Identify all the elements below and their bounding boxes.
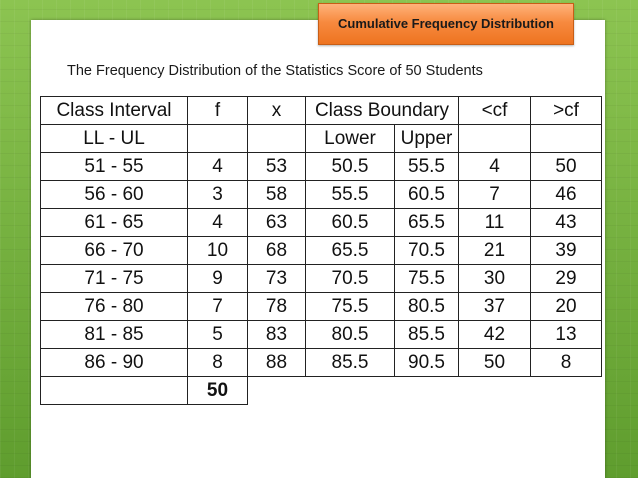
cell-greater-cf: 46 (531, 181, 602, 209)
subheader-less-cf-empty (459, 125, 531, 153)
total-label-empty (41, 377, 188, 405)
subheader-f-empty (188, 125, 248, 153)
cell-upper: 65.5 (395, 209, 459, 237)
cell-lower: 55.5 (306, 181, 395, 209)
cell-interval: 81 - 85 (41, 321, 188, 349)
cell-less-cf: 4 (459, 153, 531, 181)
cell-less-cf: 11 (459, 209, 531, 237)
cell-x: 78 (248, 293, 306, 321)
subheader-row (41, 125, 602, 153)
cell-x: 53 (248, 153, 306, 181)
subheader-x-empty (248, 125, 306, 153)
cell-interval: 66 - 70 (41, 237, 188, 265)
cell-x: 63 (248, 209, 306, 237)
cell-interval: 61 - 65 (41, 209, 188, 237)
table-row (41, 153, 602, 181)
cell-f: 5 (188, 321, 248, 349)
cell-f: 3 (188, 181, 248, 209)
table-row (41, 265, 602, 293)
cell-greater-cf: 20 (531, 293, 602, 321)
cell-less-cf: 7 (459, 181, 531, 209)
cell-lower: 70.5 (306, 265, 395, 293)
header-row (41, 97, 602, 125)
cell-f: 4 (188, 209, 248, 237)
cell-lower: 85.5 (306, 349, 395, 377)
cell-greater-cf: 50 (531, 153, 602, 181)
cell-f: 4 (188, 153, 248, 181)
cell-upper: 75.5 (395, 265, 459, 293)
cell-upper: 80.5 (395, 293, 459, 321)
subheader-greater-cf-empty (531, 125, 602, 153)
cell-greater-cf: 39 (531, 237, 602, 265)
cell-less-cf: 50 (459, 349, 531, 377)
cell-x: 58 (248, 181, 306, 209)
cell-f: 7 (188, 293, 248, 321)
table-caption: The Frequency Distribution of the Statistics Score of 50 Students (67, 63, 483, 79)
cell-greater-cf: 13 (531, 321, 602, 349)
header-x: x (248, 97, 306, 125)
cell-upper: 55.5 (395, 153, 459, 181)
total-row (41, 377, 602, 405)
header-greater-cf: >cf (531, 97, 602, 125)
total-f: 50 (188, 377, 248, 405)
cell-interval: 51 - 55 (41, 153, 188, 181)
frequency-table (40, 96, 602, 405)
cell-f: 8 (188, 349, 248, 377)
cell-lower: 50.5 (306, 153, 395, 181)
cell-f: 9 (188, 265, 248, 293)
cell-greater-cf: 8 (531, 349, 602, 377)
cell-x: 88 (248, 349, 306, 377)
cell-greater-cf: 29 (531, 265, 602, 293)
table-row (41, 237, 602, 265)
subheader-lower: Lower (306, 125, 395, 153)
cell-upper: 60.5 (395, 181, 459, 209)
cell-upper: 85.5 (395, 321, 459, 349)
slide-title: Cumulative Frequency Distribution (338, 16, 554, 31)
cell-less-cf: 30 (459, 265, 531, 293)
table-row (41, 209, 602, 237)
cell-upper: 90.5 (395, 349, 459, 377)
cell-interval: 71 - 75 (41, 265, 188, 293)
table-row (41, 293, 602, 321)
cell-upper: 70.5 (395, 237, 459, 265)
cell-f: 10 (188, 237, 248, 265)
cell-lower: 60.5 (306, 209, 395, 237)
cell-greater-cf: 43 (531, 209, 602, 237)
cell-less-cf: 42 (459, 321, 531, 349)
header-less-cf: <cf (459, 97, 531, 125)
slide-title-badge (318, 3, 574, 45)
header-class-interval: Class Interval (41, 97, 188, 125)
cell-lower: 65.5 (306, 237, 395, 265)
cell-interval: 86 - 90 (41, 349, 188, 377)
cell-less-cf: 21 (459, 237, 531, 265)
header-f: f (188, 97, 248, 125)
cell-interval: 76 - 80 (41, 293, 188, 321)
table-row (41, 349, 602, 377)
subheader-ll-ul: LL - UL (41, 125, 188, 153)
cell-x: 68 (248, 237, 306, 265)
cell-x: 83 (248, 321, 306, 349)
cell-lower: 75.5 (306, 293, 395, 321)
cell-interval: 56 - 60 (41, 181, 188, 209)
table-row (41, 321, 602, 349)
cell-lower: 80.5 (306, 321, 395, 349)
table-row (41, 181, 602, 209)
cell-x: 73 (248, 265, 306, 293)
cell-less-cf: 37 (459, 293, 531, 321)
subheader-upper: Upper (395, 125, 459, 153)
header-class-boundary: Class Boundary (306, 97, 459, 125)
